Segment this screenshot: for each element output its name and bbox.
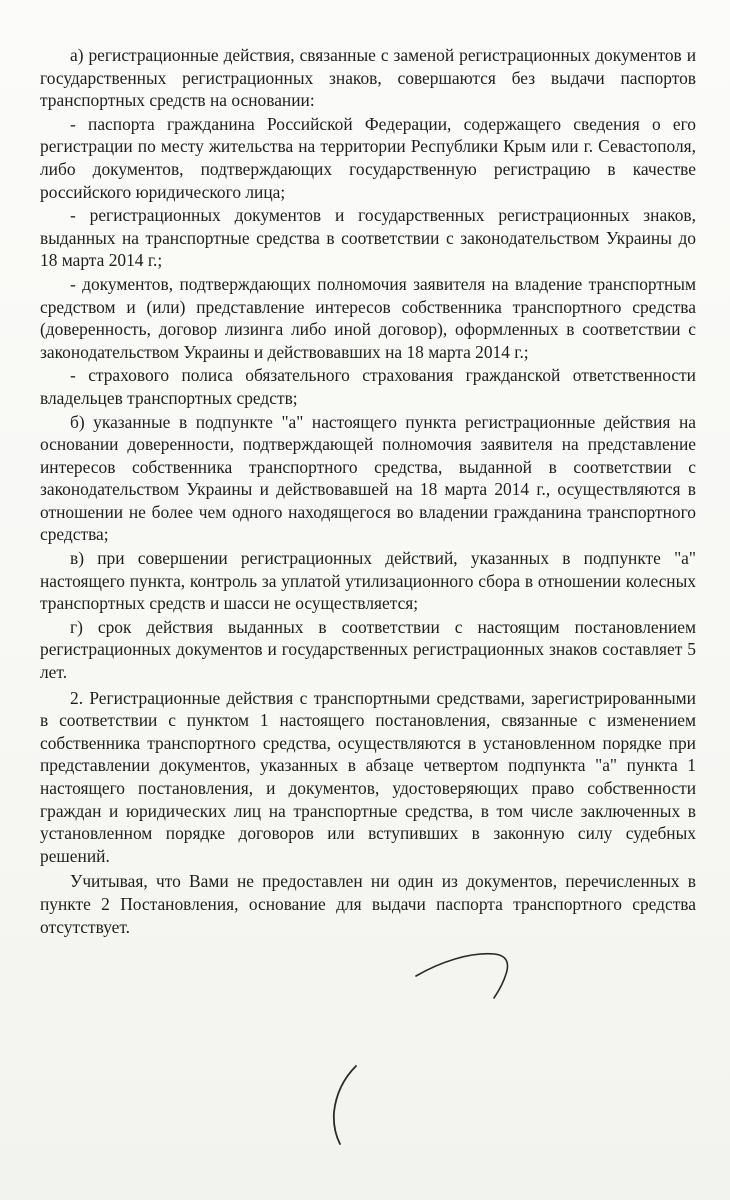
paragraph-subpoint-g: г) срок действия выданных в соответствии с настоящим постановлением регистрационных документов и государственных регистрационных знаков составляет 5 лет. <box>40 616 696 683</box>
signature-stroke-lower <box>318 1060 368 1150</box>
paragraph-subpoint-b: б) указанные в подпункте "а" настоящего пункта регистрационные действия на основании доверенности, подтверждающей полномочия заявителя на представление интересов собственника транспортного средства, выданной в соответствии с законодательством Украины и действовавшей на 18 марта 2014 г., осуществляются в отношении не более чем одного находящегося во владении гражданина транспортного средства; <box>40 411 696 545</box>
paragraph-registration-docs-item: - регистрационных документов и государственных регистрационных знаков, выданных на транспортные средства в соответствии с законодательством Украины до 18 марта 2014 г.; <box>40 205 696 271</box>
paragraph-passport-item: - паспорта гражданина Российской Федерации, содержащего сведения о его регистрации по месту жительства на территории Республики Крым или г. Севастополя, либо документов, подтверждающих государственную регистрацию в качестве российского юридического лица; <box>40 113 696 202</box>
paragraph-conclusion: Учитывая, что Вами не предоставлен ни один из документов, перечисленных в пункте 2 Постановления, основание для выдачи паспорта транспортного средства отсутствует. <box>40 871 696 937</box>
paragraph-insurance-item: - страхового полиса обязательного страхования гражданской ответственности владельцев транспортных средств; <box>40 365 696 408</box>
paragraph-subpoint-a: а) регистрационные действия, связанные с заменой регистрационных документов и государственных регистрационных знаков, совершаются без выдачи паспортов транспортных средств на основании: <box>40 45 696 111</box>
paragraph-point-2: 2. Регистрационные действия с транспортными средствами, зарегистрированными в соответствии с пунктом 1 настоящего постановления, связанные с изменением собственника транспортного средства, осуществляются в установленном порядке при представлении документов, указанных в абзаце четвертом подпункта "а" пункта 1 настоящего постановления, и документов, удостоверяющих право собственности граждан и юридических лиц на транспортные средства, в том числе заключенных в установленном порядке договоров или вступивших в законную силу судебных решений. <box>40 687 696 866</box>
document-body <box>40 44 696 939</box>
signature-stroke-upper <box>410 940 520 1010</box>
paragraph-subpoint-v: в) при совершении регистрационных действий, указанных в подпункте "а" настоящего пункта, контроль за уплатой утилизационного сбора в отношении колесных транспортных средств и шасси не осуществляется; <box>40 548 696 614</box>
paragraph-authority-docs-item: - документов, подтверждающих полномочия заявителя на владение транспортным средством и (или) представление интересов собственника транспортного средства (доверенность, договор лизинга либо иной договор), оформленных в соответствии с законодательством Украины и действовавших на 18 марта 2014 г.; <box>40 273 696 362</box>
